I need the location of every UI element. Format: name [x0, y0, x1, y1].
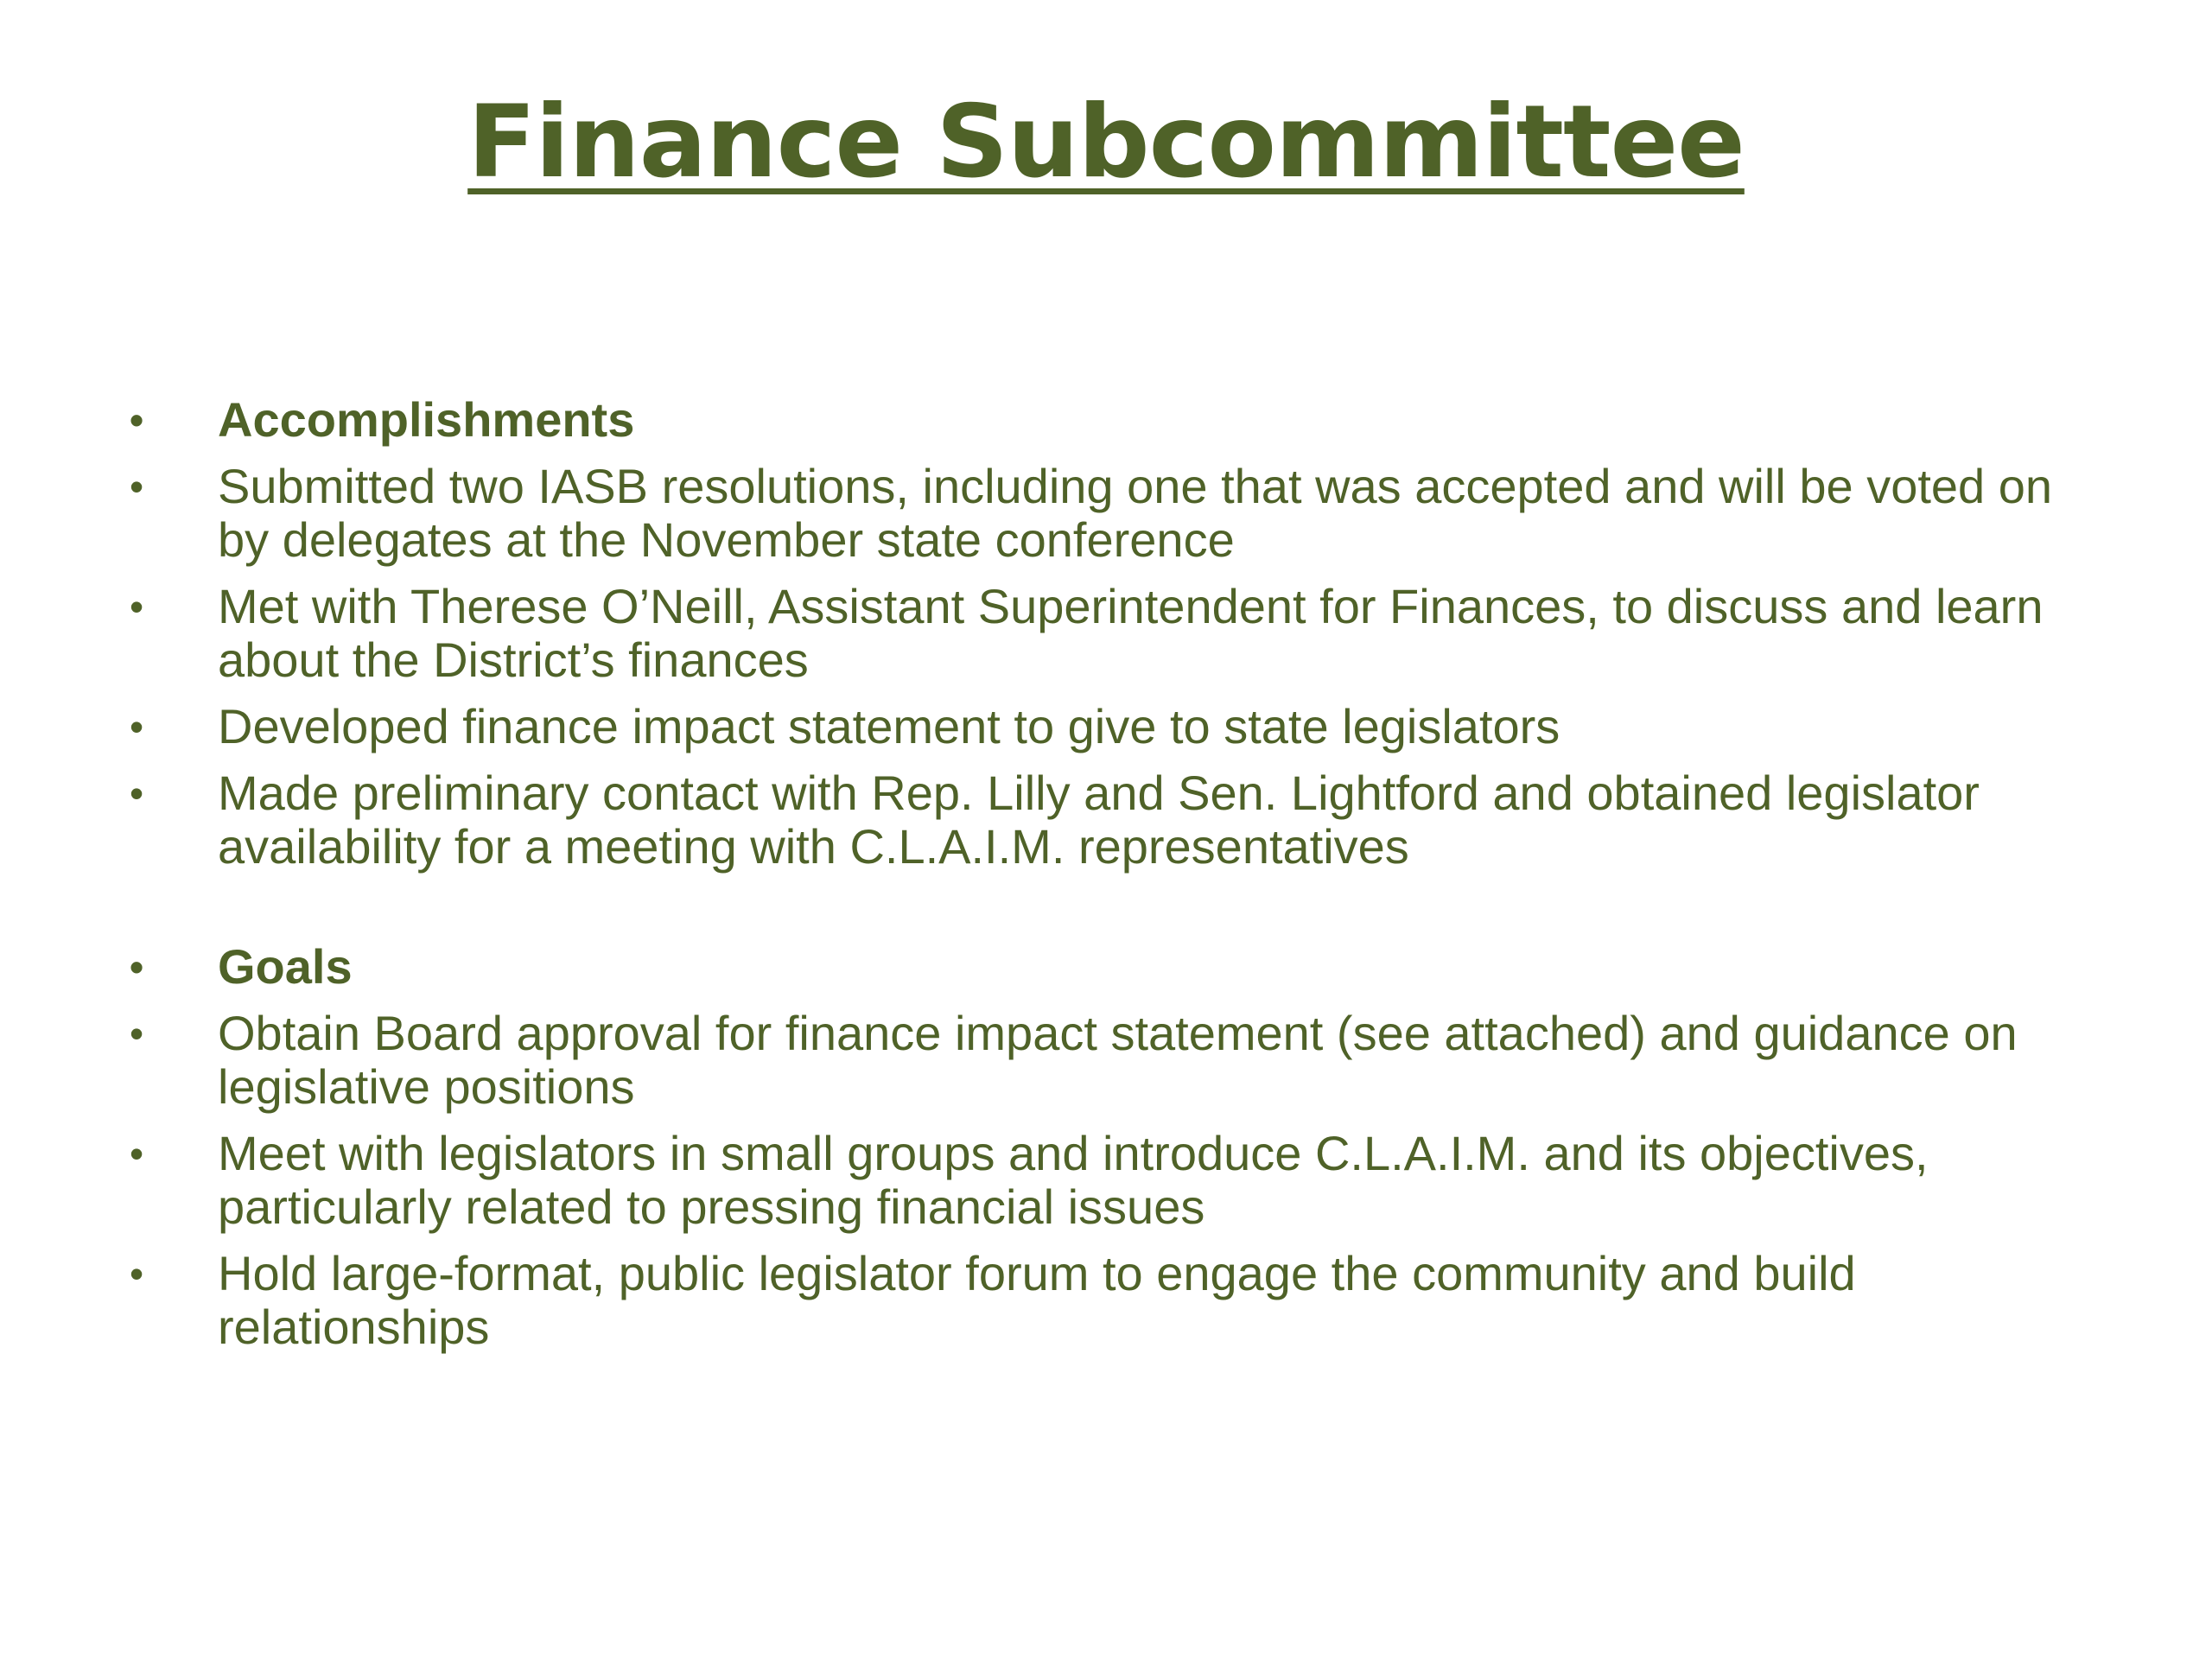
bullet-icon: • — [130, 1011, 144, 1056]
bullet-icon: • — [130, 1251, 144, 1296]
bullet-list — [130, 393, 2108, 1367]
goal-item: • Obtain Board approval for finance impact statement (see attached) and guidance on legislative positions — [130, 1006, 2018, 1114]
accomplishment-item: • Developed finance impact statement to give to state legislators — [130, 699, 1560, 753]
slide-title-text: Finance Subcommittee — [467, 84, 1745, 200]
bullet-icon: • — [130, 771, 144, 816]
goal-item: • Meet with legislators in small groups and introduce C.L.A.I.M. and its objectives, particularly related to pressing financial issues — [130, 1126, 1929, 1234]
bullet-icon: • — [130, 584, 144, 629]
accomplishments-heading: • Accomplishments — [130, 392, 635, 447]
bullet-icon: • — [130, 1131, 144, 1176]
bullet-icon: • — [130, 704, 144, 749]
accomplishment-item: • Made preliminary contact with Rep. Lilly and Sen. Lightford and obtained legislator availability for a meeting with C.L.A.I.M. representatives — [130, 766, 1980, 874]
accomplishment-item: • Met with Therese O’Neill, Assistant Superintendent for Finances, to discuss and learn about the District’s finances — [130, 579, 2044, 687]
slide-title — [0, 82, 2212, 203]
bullet-icon: • — [130, 464, 144, 509]
section-spacer — [130, 887, 2108, 940]
bullet-icon: • — [130, 397, 144, 442]
goals-heading: • Goals — [130, 939, 353, 994]
bullet-icon: • — [130, 944, 144, 989]
goal-item: • Hold large-format, public legislator forum to engage the community and build relationships — [130, 1246, 1856, 1354]
accomplishment-item: • Submitted two IASB resolutions, including one that was accepted and will be voted on by delegates at the November state conference — [130, 459, 2053, 567]
